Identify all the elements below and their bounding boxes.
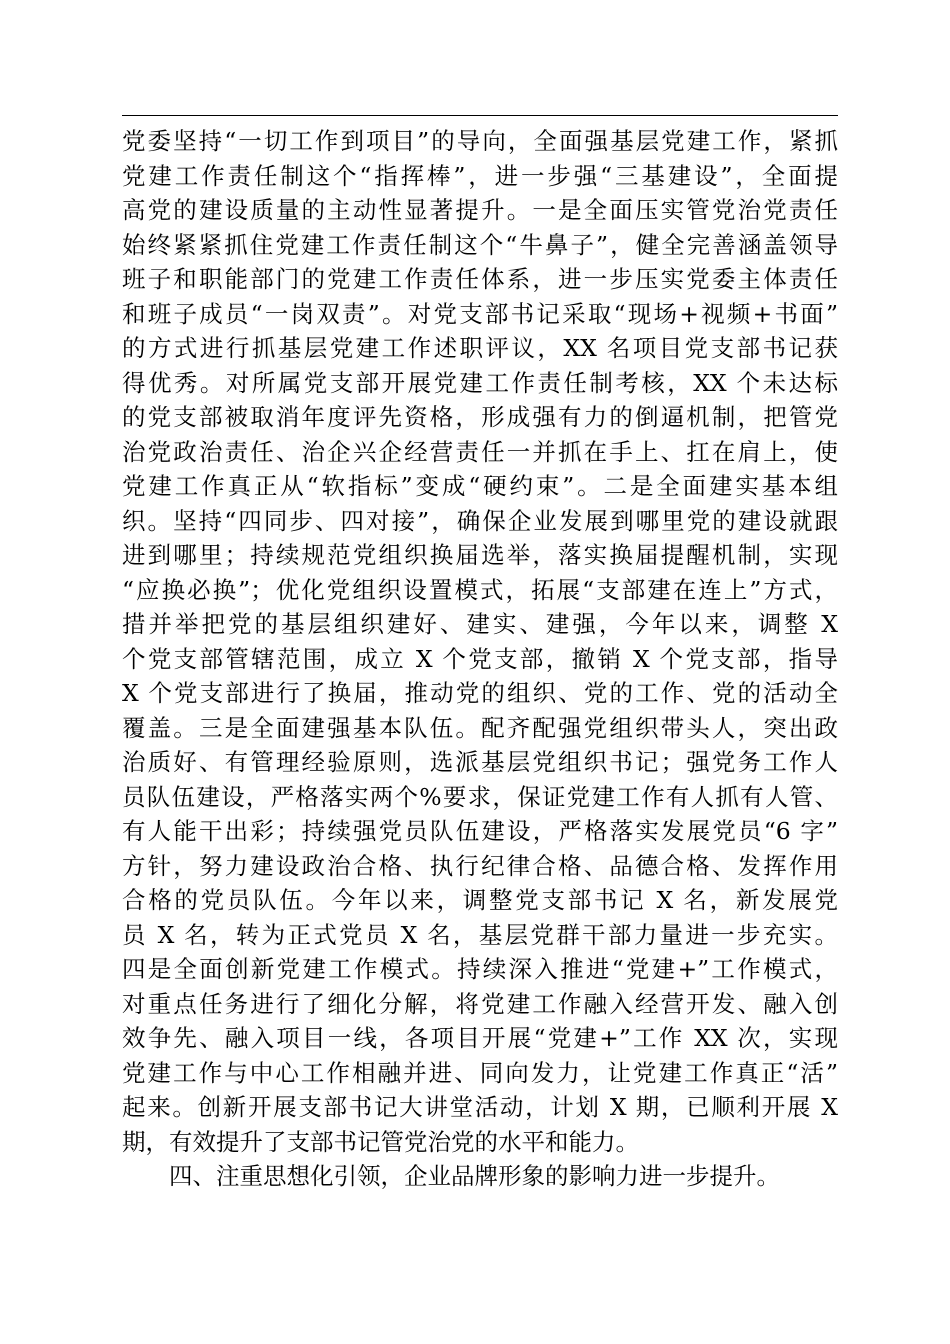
text-line: 党建工作责任制这个“指挥棒”，进一步强“三基建设”，全面提	[122, 161, 838, 190]
text-line: 合格的党员队伍。今年以来，调整党支部书记 X 名，新发展党	[122, 886, 838, 914]
text-line: 始终紧紧抓住党建工作责任制这个“牛鼻子”，健全完善涵盖领导	[122, 230, 838, 259]
text-line: 党建工作真正从“软指标”变成“硬约束”。二是全面建实基本组	[122, 472, 838, 500]
text-line: 有人能干出彩；持续强党员队伍建设，严格落实发展党员“6 字”	[122, 817, 838, 845]
text-line: 员 X 名，转为正式党员 X 名，基层党群干部力量进一步充实。	[122, 920, 838, 949]
text-line: X 个党支部进行了换届，推动党的组织、党的工作、党的活动全	[122, 679, 838, 707]
header-rule	[122, 115, 838, 116]
text-line: 织。坚持“四同步、四对接”，确保企业发展到哪里党的建设就跟	[122, 506, 838, 535]
text-line: 对重点任务进行了细化分解，将党建工作融入经营开发、融入创	[122, 989, 838, 1018]
text-line: 起来。创新开展支部书记大讲堂活动，计划 X 期，已顺利开展 X	[122, 1093, 838, 1121]
text-line: 党建工作与中心工作相融并进、同向发力，让党建工作真正“活”	[122, 1058, 838, 1087]
text-line: 的方式进行抓基层党建工作述职评议，XX 名项目党支部书记获	[122, 334, 838, 362]
text-line: 治党政治责任、治企兴企经营责任一并抓在手上、扛在肩上，使	[122, 437, 838, 466]
text-line: 和班子成员“一岗双责”。对党支部书记采取“现场+视频+书面”	[122, 299, 838, 328]
text-line: 的党支部被取消年度评先资格，形成强有力的倒逼机制，把管党	[122, 403, 838, 431]
text-line: 个党支部管辖范围，成立 X 个党支部，撤销 X 个党支部，指导	[122, 644, 838, 673]
text-line: 得优秀。对所属党支部开展党建工作责任制考核，XX 个未达标	[122, 368, 838, 397]
section-heading-line: 四、注重思想化引领，企业品牌形象的影响力进一步提升。	[169, 1162, 780, 1190]
text-line: “应换必换”；优化党组织设置模式，拓展“支部建在连上”方式，	[122, 575, 838, 604]
document-body	[122, 124, 838, 1194]
text-line: 措并举把党的基层组织建好、建实、建强，今年以来，调整 X	[122, 610, 838, 638]
text-line: 班子和职能部门的党建工作责任体系，进一步压实党委主体责任	[122, 265, 838, 293]
text-line: 方针，努力建设政治合格、执行纪律合格、品德合格、发挥作用	[122, 851, 838, 880]
text-line: 进到哪里；持续规范党组织换届选举，落实换届提醒机制，实现	[122, 541, 838, 569]
text-line: 员队伍建设，严格落实两个%要求，保证党建工作有人抓有人管、	[122, 782, 838, 811]
text-line: 四是全面创新党建工作模式。持续深入推进“党建+”工作模式，	[122, 955, 838, 983]
text-line: 期，有效提升了支部书记管党治党的水平和能力。	[122, 1127, 639, 1156]
text-line: 覆盖。三是全面建强基本队伍。配齐配强党组织带头人，突出政	[122, 713, 838, 742]
text-line: 高党的建设质量的主动性显著提升。一是全面压实管党治党责任	[122, 196, 838, 224]
text-line: 治质好、有管理经验原则，选派基层党组织书记；强党务工作人	[122, 748, 838, 776]
text-line: 效争先、融入项目一线，各项目开展“党建+”工作 XX 次，实现	[122, 1024, 838, 1052]
text-line: 党委坚持“一切工作到项目”的导向，全面强基层党建工作，紧抓	[122, 127, 838, 155]
